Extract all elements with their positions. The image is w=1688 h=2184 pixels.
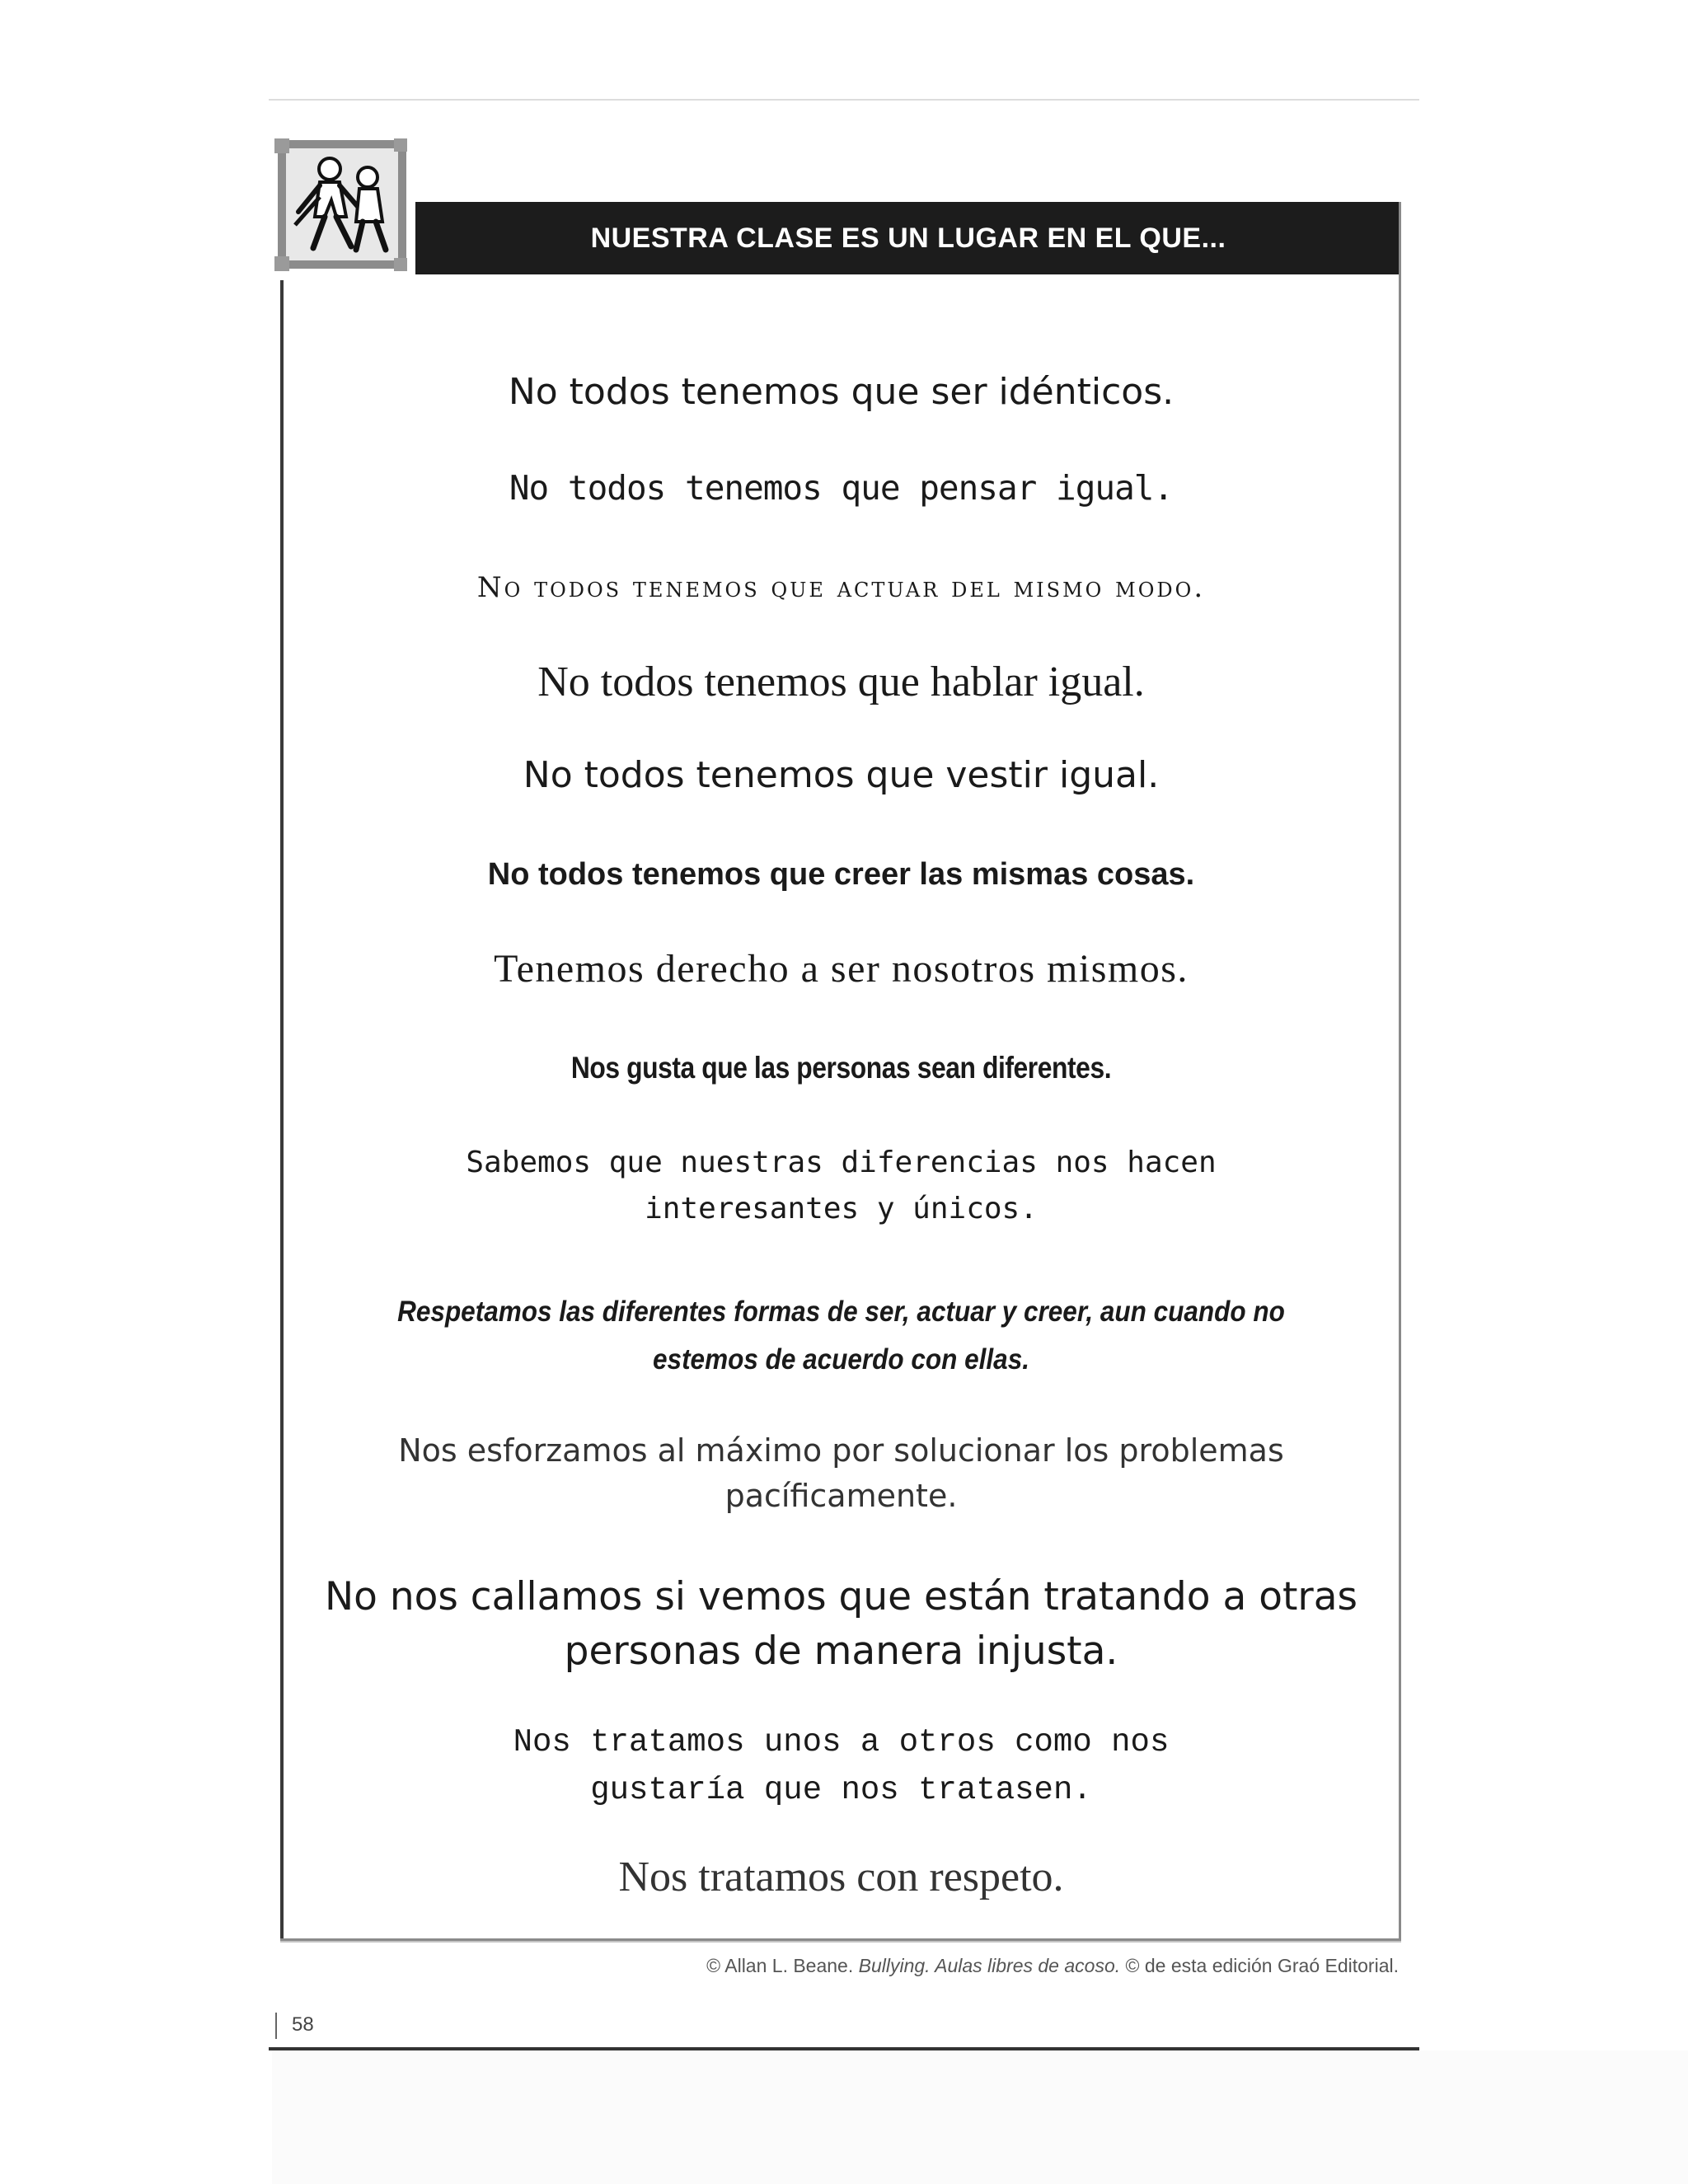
statement-line: Nos esforzamos al máximo por solucionar los problemas pacíficamente. bbox=[398, 1432, 1284, 1514]
page-title: NUESTRA CLASE ES UN LUGAR EN EL QUE... bbox=[415, 202, 1401, 274]
statement-line: No todos tenemos que pensar igual. bbox=[509, 468, 1174, 508]
statement-line: Nos tratamos unos a otros como nos gustaría que nos tratasen. bbox=[513, 1724, 1170, 1808]
copyright-credit bbox=[280, 1955, 1399, 1977]
statement-line: No todos tenemos que creer las mismas cosas. bbox=[487, 857, 1195, 892]
statement-line: No todos tenemos que vestir igual. bbox=[523, 754, 1160, 796]
frame-border-right bbox=[1399, 202, 1401, 1941]
page-number-marker bbox=[275, 2013, 277, 2039]
statement-line: No todos tenemos que actuar del mismo modo. bbox=[476, 571, 1206, 604]
frame-shadow bbox=[280, 1941, 1401, 1943]
statement-line: No todos tenemos que hablar igual. bbox=[537, 658, 1145, 705]
statement-line: No nos callamos si vemos que están tratando a otras personas de manera injusta. bbox=[324, 1574, 1357, 1674]
page-bottom-margin bbox=[272, 2050, 1688, 2184]
statement-line: Respetamos las diferentes formas de ser, actuar y creer, aun cuando no estemos de acuerdo con ellas. bbox=[397, 1296, 1285, 1376]
top-rule bbox=[269, 99, 1419, 101]
statement-list bbox=[284, 280, 1399, 1938]
statement-line: Sabemos que nuestras diferencias nos hacen interesantes y únicos. bbox=[466, 1146, 1217, 1226]
book-title: Bullying. Aulas libres de acoso. bbox=[858, 1955, 1121, 1976]
statement-line: Nos tratamos con respeto. bbox=[618, 1854, 1064, 1900]
credit-suffix: © de esta edición Graó Editorial. bbox=[1125, 1955, 1399, 1976]
statement-line: No todos tenemos que ser idénticos. bbox=[508, 371, 1175, 413]
statement-line: Tenemos derecho a ser nosotros mismos. bbox=[494, 947, 1189, 991]
credit-prefix: © Allan L. Beane. bbox=[706, 1955, 854, 1976]
walking-figures-icon bbox=[270, 134, 410, 274]
page-number: 58 bbox=[292, 2013, 314, 2036]
statement-line: Nos gusta que las personas sean diferentes. bbox=[570, 1051, 1112, 1085]
